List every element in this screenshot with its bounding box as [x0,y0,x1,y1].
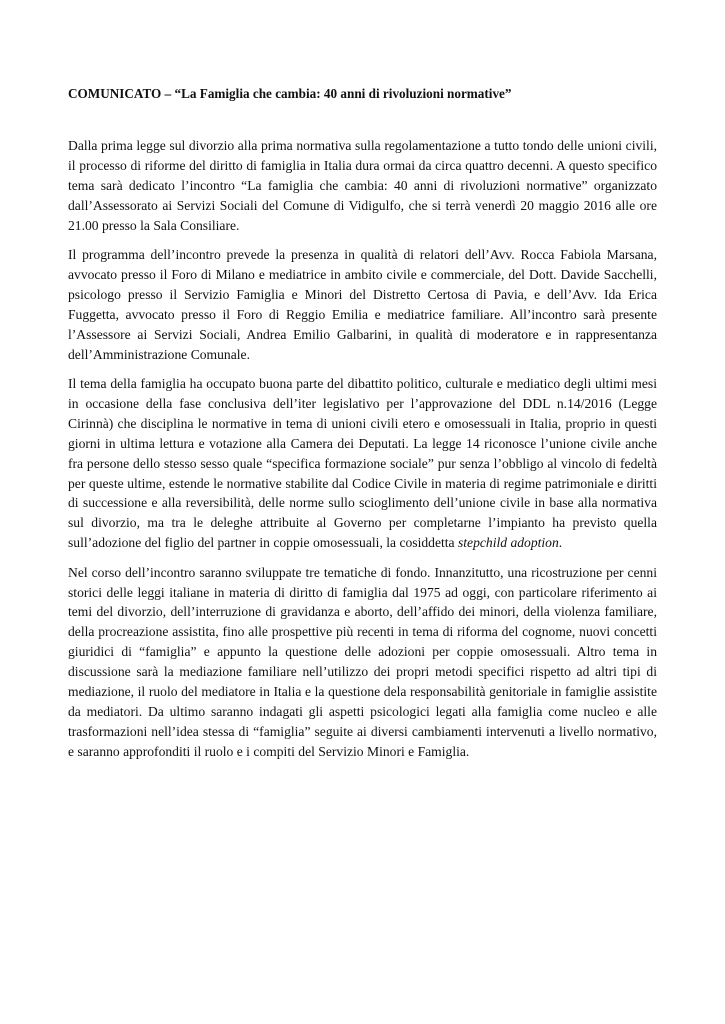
paragraph-topics: Nel corso dell’incontro saranno sviluppate tre tematiche di fondo. Innanzitutto, una ricostruzione per cenni storici delle leggi italiane in materia di diritto di famiglia dal 1975 ad oggi, con particolare riferimento ai temi del divorzio, dell’interruzione di gravidanza e aborto, dell’affido dei minori, della violenza familiare, della procreazione assistita, fino alle prospettive più recenti in tema di riforma del cognome, nuovi concetti giuridici di “famiglia” e appunto la questione delle adozioni per coppie omosessuali. Altro tema in discussione sarà la mediazione familiare nell’utilizzo dei propri metodi specifici rispetto ad altri tipi di mediazione, il ruolo del mediatore in Italia e la questione dela responsabilità genitoriale in famiglie assistite da mediatori. Da ultimo saranno indagati gli aspetti psicologici legati alla famiglia come nucleo e alle trasformazioni nell’idea stessa di “famiglia” seguite ai diversi cambiamenti intervenuti a livello normativo, e saranno approfonditi il ruolo e i compiti del Servizio Minori e Famiglia. [68,564,657,759]
document-page [68,84,657,771]
paragraph-law-italic-term: stepchild adoption [457,535,559,551]
paragraph-law-end: . [558,535,563,551]
paragraph-speakers: Il programma dell’incontro prevede la presenza in qualità di relatori dell’Avv. Rocca Fabiola Marsana, avvocato presso il Foro di Milano e mediatrice in ambito civile e commerciale, del Dott. Davide Sacchelli, psicologo presso il Servizio Famiglia e Minori del Distretto Certosa di Pavia, e dell’Avv. Ida Erica Fuggetta, avvocato presso il Foro di Reggio Emilia e mediatrice familiare. All’incontro sarà presente l’Assessore ai Servizi Sociali, Andrea Emilio Galbarini, in qualità di moderatore e in rappresentanza dell’Amministrazione Comunale. [68,247,657,362]
document-title: COMUNICATO – “La Famiglia che cambia: 40 anni di rivoluzioni normative” [68,86,512,101]
paragraph-intro: Dalla prima legge sul divorzio alla prima normativa sulla regolamentazione a tutto tondo delle unioni civili, il processo di riforme del diritto di famiglia in Italia dura ormai da circa quattro decenni. A questo specifico tema sarà dedicato l’incontro “La famiglia che cambia: 40 anni di rivoluzioni normative” organizzato dall’Assessorato ai Servizi Sociali del Comune di Vidigulfo, che si terrà venerdì 20 maggio 2016 alle ore 21.00 presso la Sala Consiliare. [68,138,657,233]
paragraph-law [68,374,657,553]
paragraph-law-text: Il tema della famiglia ha occupato buona parte del dibattito politico, culturale e mediatico degli ultimi mesi in occasione della fase conclusiva dell’iter legislativo per l’approvazione del DDL n.14/2016 (Legge Cirinnà) che disciplina le normative in tema di unioni civili etero e omosessuali in Italia, proprio in questi giorni in ultima lettura e votazione alla Camera dei Deputati. La legge 14 riconosce l’unione civile anche fra persone dello stesso sesso quale “specifica formazione sociale” pur senza l’obbligo al vincolo di fedeltà per queste ultime, estende le normative stabilite dal Codice Civile in materia di regime patrimoniale e diritti di successione e alla reversibilità, delle norme sullo scioglimento dell’unione civile in base alla normativa sul divorzio, ma tra le deleghe attribuite al Governo per completarne l’impianto ha previsto quella sull’adozione del figlio del partner in coppie omosessuali, la cosiddetta [68,375,657,551]
